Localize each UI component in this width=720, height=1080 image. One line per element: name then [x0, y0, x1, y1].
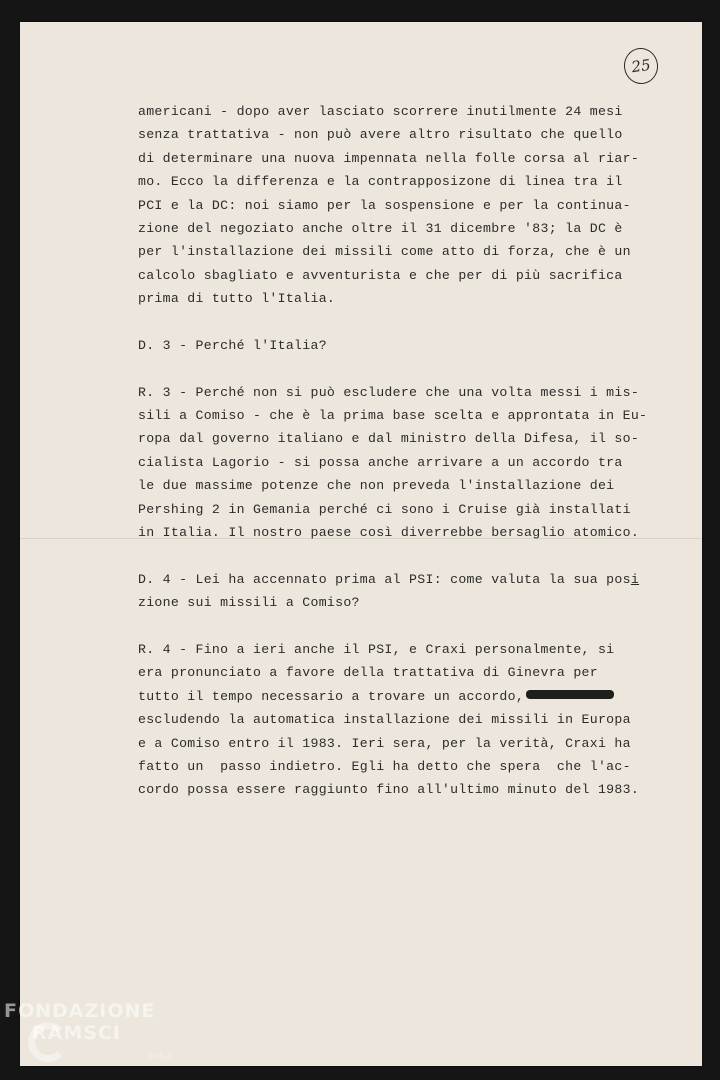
watermark-line-2: RAMSCI [32, 1022, 121, 1044]
page-number: 25 [622, 46, 661, 86]
text-line: R. 4 - Fino a ieri anche il PSI, e Craxi personalmente, si [138, 641, 615, 657]
text-line: in Italia. Il nostro paese così diverrebbe bersaglio atomico. [138, 525, 640, 541]
text-line: mo. Ecco la differenza e la contrapposizone di linea tra il [138, 174, 623, 190]
question-3: D. 3 - Perché l'Italia? [138, 337, 327, 353]
watermark-line-1: FONDAZIONE [4, 1000, 156, 1022]
text-fragment: D. 4 - Lei ha accennato prima al PSI: come valuta la sua pos [138, 571, 631, 587]
document-page [20, 22, 702, 1066]
text-line: e a Comiso entro il 1983. Ieri sera, per la verità, Craxi ha [138, 735, 631, 751]
text-line: ropa dal governo italiano e dal ministro della Difesa, il so- [138, 431, 640, 447]
text-fragment: tutto il tempo necessario a trovare un accordo, [138, 688, 525, 704]
text-line: cordo possa essere raggiunto fino all'ultimo minuto del 1983. [138, 782, 640, 798]
text-line: PCI e la DC: noi siamo per la sospensione e per la continua- [138, 197, 631, 213]
text-line: calcolo sbagliato e avventurista e che per di più sacrifica [138, 267, 623, 283]
text-line: sili a Comiso - che è la prima base scelta e approntata in Eu- [138, 408, 648, 424]
text-line: fatto un passo indietro. Egli ha detto che spera che l'ac- [138, 758, 631, 774]
text-line: di determinare una nuova impennata nella folle corsa al riar- [138, 150, 640, 166]
text-line: Pershing 2 in Gemania perché ci sono i Cruise già installati [138, 501, 631, 517]
underlined-letter: i [630, 571, 640, 587]
watermark-sub: onlus [148, 1052, 173, 1062]
text-line [138, 685, 638, 708]
text-line: zione del negoziato anche oltre il 31 dicembre '83; la DC è [138, 220, 623, 236]
text-line: per l'installazione dei missili come atto di forza, che è un [138, 244, 631, 260]
text-line [138, 568, 638, 591]
document-text [138, 100, 648, 802]
text-line: R. 3 - Perché non si può escludere che una volta messi i mis- [138, 384, 640, 400]
watermark-g-icon [28, 1022, 68, 1062]
text-line: senza trattativa - non può avere altro risultato che quello [138, 127, 623, 143]
paragraph-1 [138, 100, 638, 311]
text-line: escludendo la automatica installazione dei missili in Europa [138, 712, 631, 728]
text-line: le due massime potenze che non preveda l'installazione dei [138, 478, 615, 494]
redaction-mark [526, 690, 614, 699]
text-line: cialista Lagorio - si possa anche arrivare a un accordo tra [138, 454, 623, 470]
text-line: prima di tutto l'Italia. [138, 291, 336, 307]
text-line: americani - dopo aver lasciato scorrere inutilmente 24 mesi [138, 104, 623, 119]
text-line: era pronunciato a favore della trattativa di Ginevra per [138, 665, 598, 681]
watermark-logo [4, 1000, 155, 1044]
answer-3 [138, 381, 648, 545]
question-4 [138, 568, 638, 615]
answer-4 [138, 638, 638, 802]
text-line: zione sui missili a Comiso? [138, 595, 360, 611]
